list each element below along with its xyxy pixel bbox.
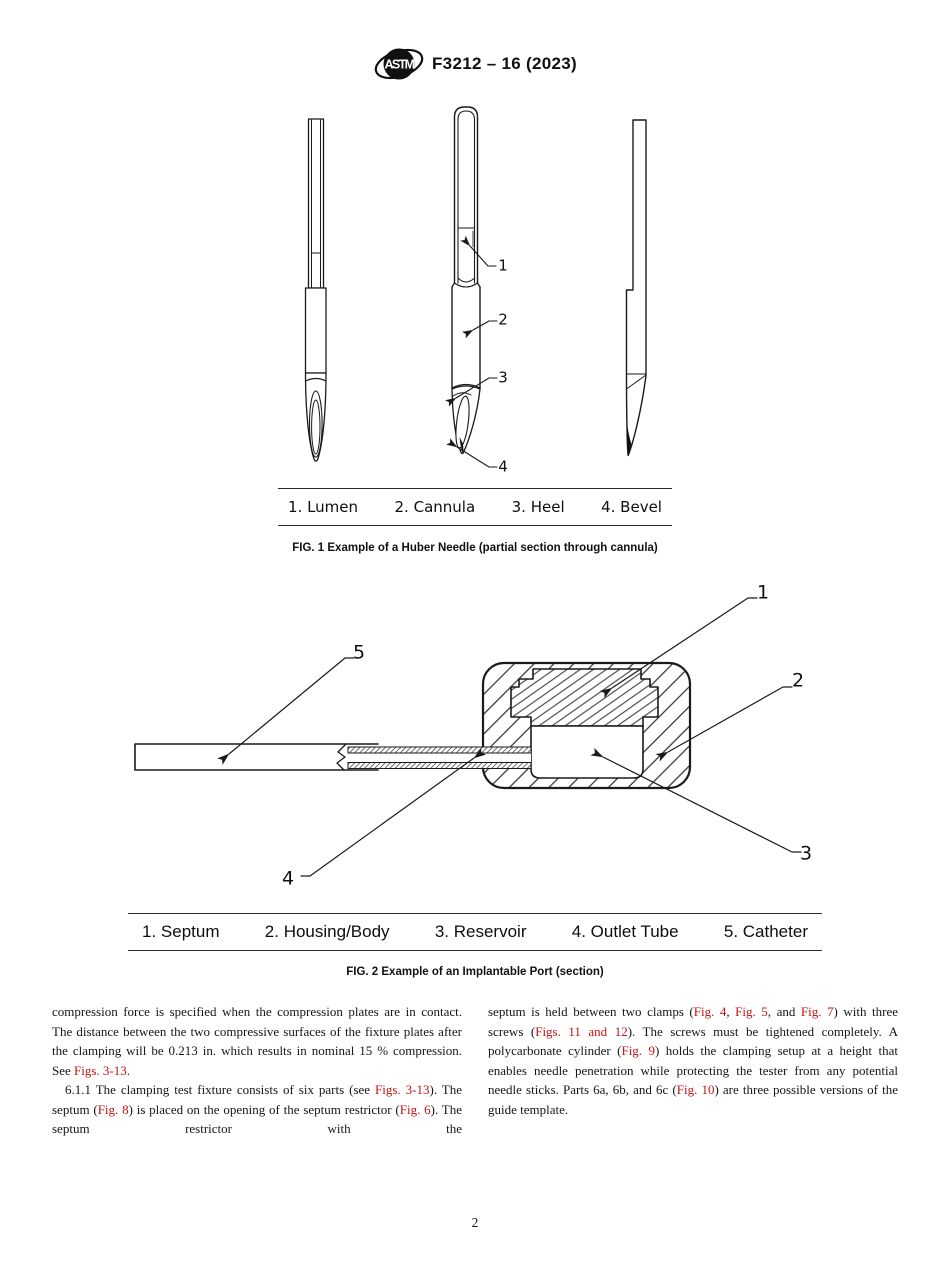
body-text: ). The septum restrictor with the [52,1101,462,1136]
legend-item: 1. Septum [142,922,220,941]
body-text: . [126,1062,131,1078]
fig2-caption: FIG. 2 Example of an Implantable Port (section) [346,966,604,978]
figure-reference-link[interactable]: Fig. 5 [735,1004,768,1019]
port-septum [511,669,658,726]
page-number: 2 [471,1215,479,1230]
paragraph-continuation [52,1002,462,1080]
catheter [135,744,378,770]
body-text: septum is held between two clamps ( [488,1004,694,1019]
fig1-callout-1: 1 [498,256,508,275]
astm-logo-text: ASTM [384,57,414,72]
figure-reference-link[interactable]: Fig. 7 [800,1004,834,1019]
figure-reference-link[interactable]: Figs. 11 and 12 [535,1023,628,1039]
figure-reference-link[interactable]: Fig. 9 [621,1043,656,1058]
outlet-tube [348,747,531,769]
body-text: ) is placed on the opening of the septum restrictor ( [128,1101,400,1117]
page-header [0,42,950,86]
body-text: ). The screws must be tightened completely. A polycarbonate cylinder ( [488,1023,898,1058]
body-text: 6.1.1 The clamping test fixture consists of six parts (see [65,1082,376,1097]
fig2-callout-3: 3 [799,842,813,865]
fig1-callout-3: 3 [498,368,508,387]
figure-reference-link[interactable]: Fig. 6 [399,1101,431,1117]
body-column-right [488,1002,898,1119]
fig2-callout-5: 5 [352,641,366,664]
fig2-implantable-port-figure [110,575,860,905]
fig1-huber-needle-figure [270,103,690,485]
legend-item: 2. Cannula [394,498,476,516]
fig2-drawing [110,575,860,905]
legend-item: 4. Outlet Tube [571,922,679,941]
fig1-legend [278,488,672,526]
fig1-caption: FIG. 1 Example of a Huber Needle (partial section through cannula) [292,542,658,554]
figure-reference-link[interactable]: Fig. 10 [676,1082,715,1097]
body-text: , [726,1004,736,1019]
legend-item: 1. Lumen [288,498,359,516]
fig1-callout-4: 4 [498,457,508,476]
needle-front-view [306,119,327,461]
fig2-callout-4: 4 [281,867,295,890]
body-text: compression force is specified when the compression plates are in contact. The distance between the two compressive surfaces of the fixture plates after the clamping will be 0.213 in. which results in nominal 15 % compression. See [52,1004,462,1078]
figure-reference-link[interactable]: Fig. 4 [693,1004,727,1019]
body-text: ) with three screws ( [488,1004,898,1039]
legend-item: 3. Heel [511,498,565,516]
legend-item: 4. Bevel [601,498,662,516]
body-text: , and [767,1004,801,1019]
body-text: ) holds the clamping setup at a height that enables needle penetration while protecting the tester from any potential needle sticks. Parts 6a, 6b, and 6c ( [488,1043,898,1097]
paragraph-6-1-1-continued [488,1002,898,1119]
needle-partial-section-view [452,107,480,454]
fig2-legend [128,913,822,951]
figure-reference-link[interactable]: Figs. 3-13 [74,1062,127,1078]
paragraph-6-1-1 [52,1080,462,1139]
fig2-callout-2: 2 [791,669,805,692]
figure-reference-link[interactable]: Figs. 3-13 [375,1082,430,1097]
fig1-callout-2: 2 [498,310,508,329]
fig2-callout-1: 1 [756,581,770,604]
legend-item: 5. Catheter [723,922,808,941]
fig1-drawing [270,103,690,485]
standard-designation: F3212 – 16 (2023) [432,54,577,73]
needle-side-view [627,120,647,456]
body-text: ) are three possible versions of the guide template. [488,1082,898,1117]
legend-item: 3. Reservoir [434,922,527,941]
figure-reference-link[interactable]: Fig. 8 [97,1101,129,1117]
astm-logo [373,42,425,86]
port-reservoir [531,726,643,778]
body-column-left [52,1002,462,1139]
body-text: ). The septum ( [52,1082,462,1117]
legend-item: 2. Housing/Body [264,922,390,941]
